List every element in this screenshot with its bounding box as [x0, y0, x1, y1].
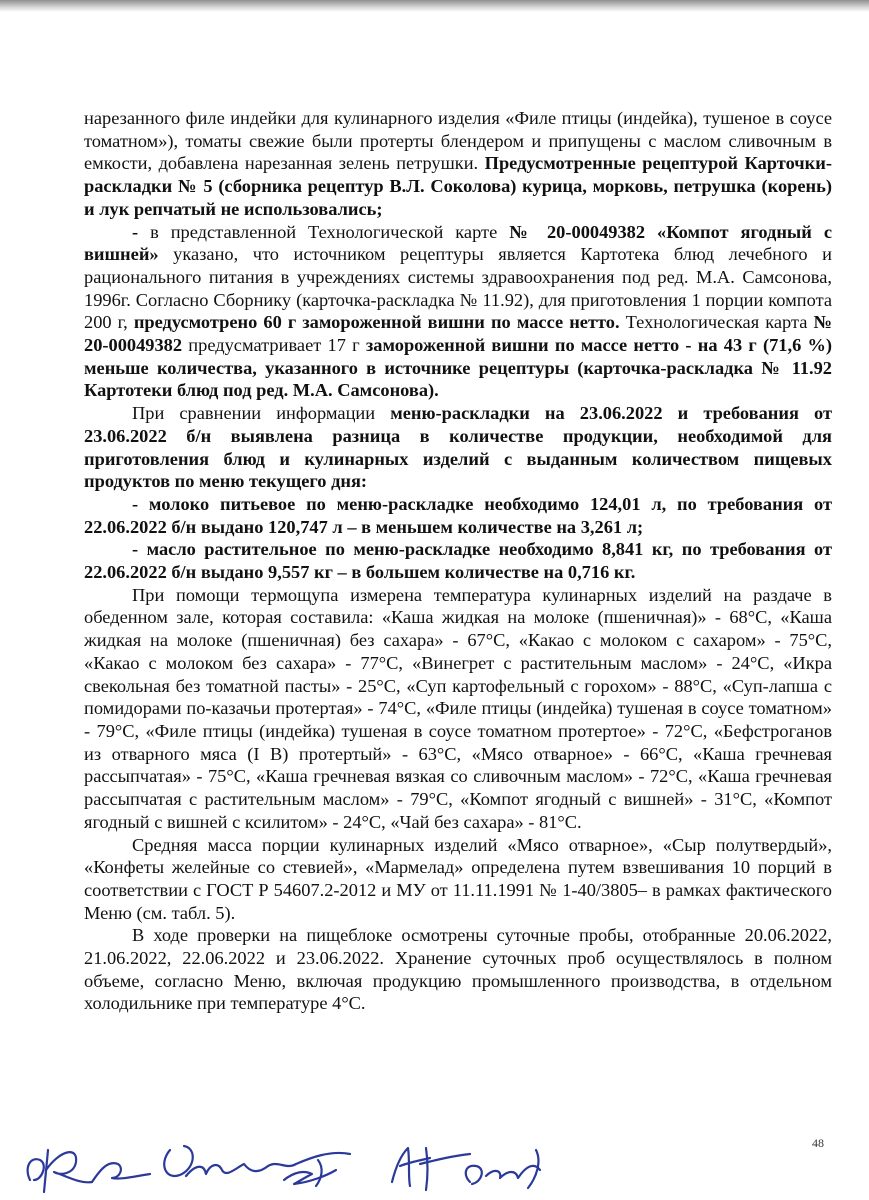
bold-text-run: замороженной вишни по массе нетто - на 43 г (71,6 %) меньше количества, указанного в источнике рецептуры (карточка-раскладка № 11.92 Картотеки блюд под ред. М.А. Самсонова). — [84, 335, 833, 401]
paragraph — [84, 221, 832, 403]
signature-1 — [28, 1150, 150, 1192]
bold-text-run: № 20-00049382 — [84, 312, 832, 356]
page-number: 48 — [812, 1136, 824, 1150]
bold-text-run: предусмотрено 60 г замороженной вишни по массе нетто. — [133, 312, 620, 333]
text-run: указано, что источником рецептуры является Картотека блюд лечебного и рационального питания в учреждениях системы здравоохранения под ред. М.А. Самсонова, 1996г. Согласно Сборнику (карточка-раскладка № 11.92), для приготовления 1 порции компота 200 г, — [84, 244, 832, 333]
text-run: Средняя масса порции кулинарных изделий «Мясо отварное», «Сыр полутвердый», «Конфеты желейные со стевией», «Мармелад» определена путем взвешивания 10 порций в соответствии с ГОСТ Р 54607.2-2012 и МУ от 11.11.1991 № 1-40/3805– в рамках фактического Меню (см. табл. 5). — [84, 834, 832, 923]
document-body — [84, 107, 832, 1015]
bold-text-run: Предусмотренные рецептурой Карточки-раскладки № 5 (сборника рецептур В.Л. Соколова) курица, морковь, петрушка (корень) и лук репчатый не использовались; — [84, 153, 832, 219]
paragraph — [84, 538, 832, 583]
paragraph — [84, 924, 832, 1015]
text-run: При сравнении информации — [132, 403, 391, 424]
bold-text-run: № 20-00049382 «Компот ягодный с вишней» — [84, 221, 832, 265]
text-run: предусматривает 17 г — [182, 335, 366, 356]
paragraph — [84, 107, 832, 221]
bold-text-run: - масло растительное по меню-раскладке необходимо 8,841 кг, по требования от 22.06.2022 б/н выдано 9,557 кг – в большем количестве на 0,716 кг. — [84, 539, 832, 583]
text-run: в представленной Технологической карте — [138, 221, 510, 242]
paragraph — [84, 584, 832, 834]
bold-text-run: - — [132, 221, 139, 242]
paragraph — [84, 402, 832, 493]
text-run: Технологическая карта — [619, 312, 814, 333]
scan-top-edge — [0, 0, 869, 12]
text-run: нарезанного филе индейки для кулинарного изделия «Филе птицы (индейка), тушеное в соусе томатном»), томаты свежие были протерты блендером и припущены с маслом сливочным в емкости, добавлена нарезанная зелень петрушки. — [84, 108, 832, 174]
text-run: При помощи термощупа измерена температура кулинарных изделий на раздаче в обеденном зале, которая составила: «Каша жидкая на молоке (пшеничная)» - 68°С, «Каша жидкая на молоке (пшеничная) без сахара» - 67°С, «Какао с молоком с сахаром» - 75°С, «Какао с молоком без сахара» - 77°С, «Винегрет с растительным маслом» - 24°С, «Икра свекольная без томатной пасты» - 25°С, «Суп картофельный с горохом» - 88°С, «Суп-лапша с помидорами по-казачьи протертая» - 74°С, «Филе птицы (индейка) тушеная в соусе томатном» - 79°С, «Филе птицы (индейка) тушеная в соусе томатном протертое» - 72°С, «Бефстроганов из отварного мяса (I В) протертый» - 63°С, «Мясо отварное» - 66°С, «Каша гречневая рассыпчатая» - 75°С, «Каша гречневая вязкая со сливочным маслом» - 72°С, «Каша гречневая рассыпчатая с растительным маслом» - 79°С, «Компот ягодный с вишней» - 31°С, «Компот ягодный с вишней с ксилитом» - 24°С, «Чай без сахара» - 81°С. — [84, 584, 832, 832]
signature-3 — [284, 1160, 336, 1186]
signature-5 — [466, 1150, 540, 1188]
signature-4 — [392, 1148, 470, 1190]
text-run: В ходе проверки на пищеблоке осмотрены суточные пробы, отобранные 20.06.2022, 21.06.2022, 22.06.2022 и 23.06.2022. Хранение суточных проб осуществлялось в полном объеме, согласно Меню, включая продукцию промышленного производства, в отдельном холодильнике при температуре 4°С. — [84, 925, 832, 1014]
paragraph — [84, 834, 832, 925]
bold-text-run: - молоко питьевое по меню-раскладке необходимо 124,01 л, по требования от 22.06.2022 б/н выдано 120,747 л – в меньшем количестве на 3,261 л; — [84, 493, 832, 537]
bold-text-run: меню-раскладки на 23.06.2022 и требования от 23.06.2022 б/н выявлена разница в количестве продукции, необходимой для приготовления блюд и кулинарных изделий с выданным количеством пищевых продуктов по меню текущего дня: — [84, 403, 832, 492]
paragraph — [84, 493, 832, 538]
handwritten-signatures — [0, 1120, 869, 1200]
